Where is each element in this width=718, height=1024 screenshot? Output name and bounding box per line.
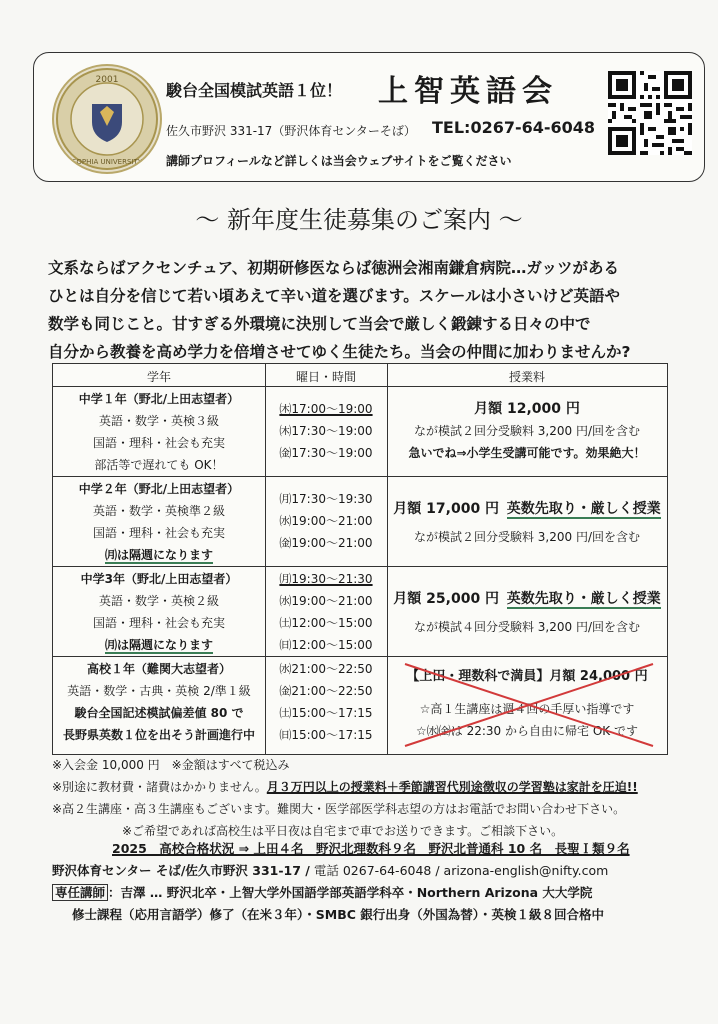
table-row-grade: 中学２年（野北/上田志望者） 英語・数学・英検準２級 国語・理科・社会も充実 ㈪は隔週になります bbox=[78, 482, 240, 562]
contact-line: 野沢体育センター そば/佐久市野沢 331-17 / 電話 0267-64-6048 / arizona-english@nifty.com bbox=[52, 863, 609, 878]
table-row-times: ㈬21:00～22:50 ㈮21:00～22:50 ㈯15:00～17:15 ㈰15:00～17:15 bbox=[279, 662, 373, 742]
row-divider bbox=[53, 566, 667, 567]
table-row-times: ㈪17:30～19:30 ㈬19:00～21:00 ㈮19:00～21:00 bbox=[279, 492, 373, 550]
header-grade: 学年 bbox=[146, 370, 171, 384]
table-row-fee: 【上田・理数科で満員】月額 24,000 円 ☆高１生講座は週４回の手厚い指導です ☆㈬㈮は 22:30 から自由に帰宅 OK です bbox=[406, 669, 648, 738]
header-fee: 授業料 bbox=[508, 370, 545, 384]
table-row-fee: 月額 17,000 円 英数先取り・厳しく授業 なが模試２回分受験料 3,200 円/回を含む bbox=[393, 501, 661, 544]
website-note: 講師プロフィールなど詳しくは当会ウェブサイトをご覧ください bbox=[166, 154, 512, 168]
teacher-line: 修士課程（応用言語学）修了（在米３年）・SMBC 銀行出身（外国為替）・英検１級８回合格中 bbox=[72, 907, 604, 922]
page-title: ～ 新年度生徒募集のご案内 ～ bbox=[195, 206, 523, 234]
telephone[interactable]: TEL:0267-64-6048 bbox=[432, 118, 596, 137]
note-line: ※ご希望であれば高校生は平日夜は自宅まで車でお送りできます。ご相談下さい。 bbox=[122, 824, 564, 838]
row-divider bbox=[53, 656, 667, 657]
table-row-grade: 高校１年（難関大志望者） 英語・数学・古典・英検 2/準１級 駿台全国記述模試偏差値 80 で 長野県英数１位を出そう計画進行中 bbox=[62, 662, 255, 742]
school-name: 上智英語会 bbox=[378, 74, 558, 109]
course-table bbox=[52, 363, 668, 755]
intro-line: 文系ならばアクセンチュア、初期研修医ならば徳洲会湘南鎌倉病院…ガッツがある bbox=[48, 259, 620, 277]
intro-line: 自分から教養を高め学力を倍増させてゆく生徒たち。当会の仲間に加わりませんか? bbox=[48, 343, 631, 361]
sophia-logo bbox=[52, 64, 162, 174]
footer bbox=[52, 838, 712, 926]
notes bbox=[52, 754, 712, 842]
note-line: ※高２生講座・高３生講座もございます。難関大・医学部医学科志望の方はお電話でお問い合わせ下さい。 bbox=[52, 802, 626, 816]
note-line: ※入会金 10,000 円 ※金額はすべて税込み bbox=[52, 758, 290, 772]
table-row-grade: 中学１年（野北/上田志望者） 英語・数学・英検３級 国語・理科・社会も充実 部活等で遅れても OK！ bbox=[78, 392, 240, 472]
table-row-times: ㈪19:30～21:30 ㈬19:00～21:00 ㈯12:00～15:00 ㈰12:00～15:00 bbox=[279, 572, 373, 652]
table-row-fee: 月額 12,000 円 なが模試２回分受験料 3,200 円/回を含む 急いでね⇒小学生受講可能です。効果絶大！ bbox=[408, 401, 646, 460]
contact-email[interactable]: / arizona-english@nifty.com bbox=[435, 863, 609, 878]
results-line: 2025 高校合格状況 ⇒ 上田４名 野沢北理数科９名 野沢北普通科 10 名 長聖Ｉ類９名 bbox=[112, 841, 630, 856]
intro-paragraph bbox=[48, 254, 708, 366]
address: 佐久市野沢 331-17（野沢体育センターそば） bbox=[166, 124, 416, 138]
table-row-times: ㈭17:00～19:00 ㈭17:30～19:00 ㈮17:30～19:00 bbox=[279, 402, 373, 460]
table-row-grade: 中学3年（野北/上田志望者） 英語・数学・英検２級 国語・理科・社会も充実 ㈪は隔週になります bbox=[80, 572, 238, 652]
table-row-fee: 月額 25,000 円 英数先取り・厳しく授業 なが模試４回分受験料 3,200 円/回を含む bbox=[393, 591, 661, 634]
contact-phone[interactable]: 電話 0267-64-6048 bbox=[313, 863, 432, 878]
note-line: ※別途に教材費・諸費はかかりません。月３万円以上の授業料＋季節講習代別途徴収の学習塾は家計を圧迫!! bbox=[52, 780, 638, 794]
svg-text:SOPHIA UNIVERSITY: SOPHIA UNIVERSITY bbox=[71, 158, 143, 166]
tagline: 駿台全国模試英語１位！ bbox=[166, 81, 343, 100]
intro-line: ひとは自分を信じて若い頃あえて辛い道を選びます。スケールは小さいけど英語や bbox=[48, 287, 620, 305]
sold-out-cross-mark bbox=[401, 660, 657, 750]
row-divider bbox=[53, 386, 667, 387]
svg-text:2001: 2001 bbox=[95, 75, 119, 85]
qr-code[interactable] bbox=[608, 71, 692, 155]
intro-line: 数学も同じこと。甘すぎる外環境に決別して当会で厳しく鍛錬する日々の中で bbox=[48, 315, 591, 333]
row-divider bbox=[53, 476, 667, 477]
teacher-line: 専任講師 ：吉澤 … 野沢北卒・上智大学外国語学部英語学科卒・Northern Arizona 大大学院 bbox=[52, 882, 712, 904]
header-time: 曜日・時間 bbox=[295, 370, 356, 384]
